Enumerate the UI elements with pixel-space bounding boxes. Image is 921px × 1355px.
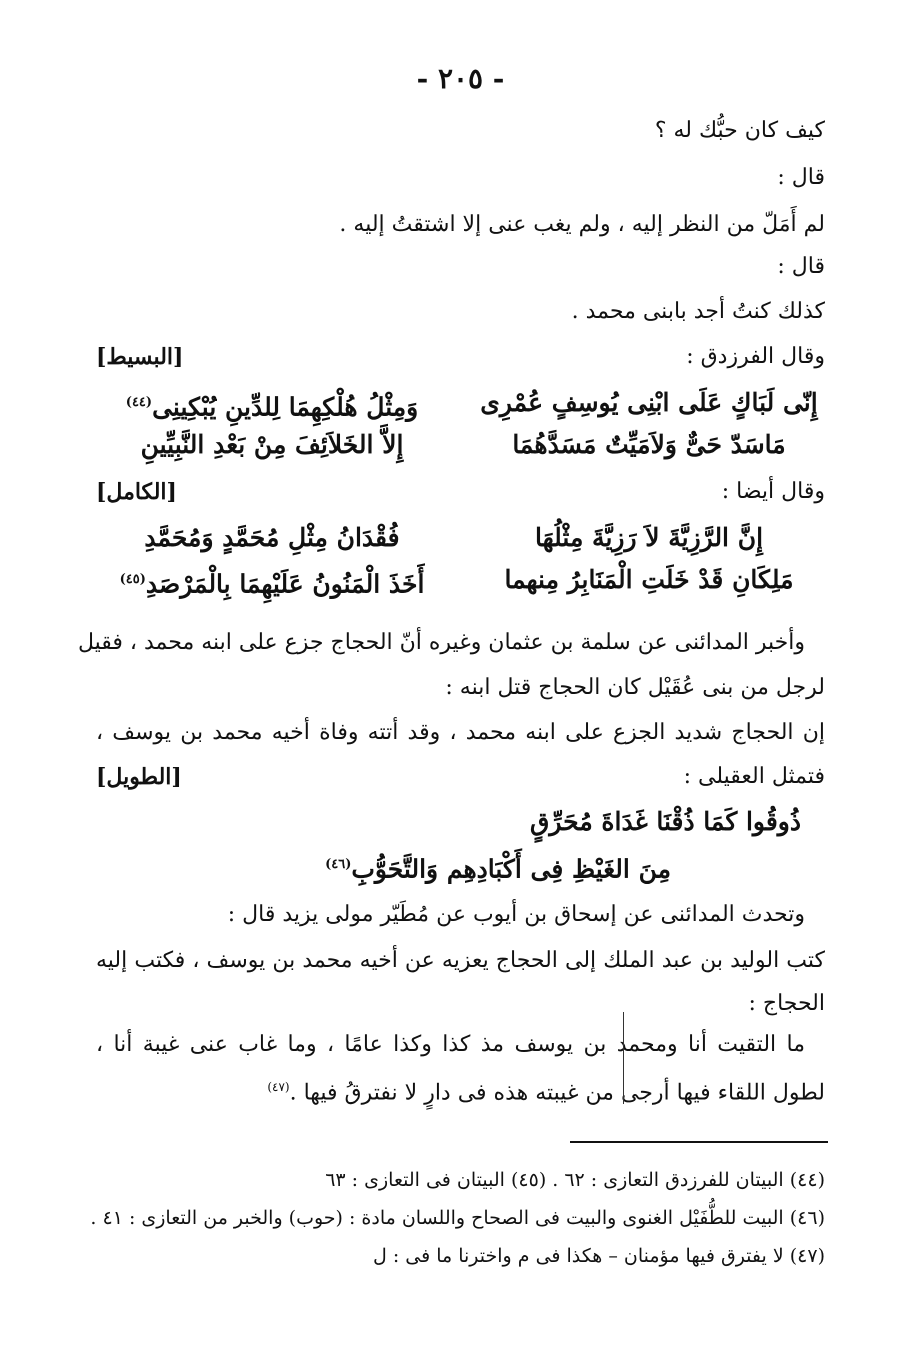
text-line: قال : [777, 254, 825, 279]
meter-label: [البسيط] [96, 344, 184, 370]
text-line: لرجل من بنى عُقَيْل كان الحجاج قتل ابنه : [445, 675, 825, 700]
text-line: قال : [777, 165, 825, 190]
footnote-ref: (٤٥) [119, 572, 146, 587]
verse-line [151, 848, 671, 886]
text-line: إن الحجاج شديد الجزع على ابنه محمد ، وقد أتته وفاة أخيه محمد بن يوسف ، [96, 720, 825, 745]
footnote-divider [570, 1141, 828, 1143]
text-span: لطول اللقاء فيها أرجى من غيبته هذه فى دارٍ لا نفترقُ فيها . [289, 1080, 825, 1106]
text-line: الحجاج : [748, 991, 825, 1016]
text-line: وقال أيضا : [721, 479, 825, 504]
verse-text: مِنَ الغَيْظِ فِى أَكْبَادِهِم وَالتَّحَوُّبِ [351, 854, 671, 884]
text-line: وأخبر المدائنى عن سلمة بن عثمان وغيره أنّ الحجاج جزع على ابنه محمد ، فقيل [77, 630, 805, 655]
footnote: (٤٧) لا يفترق فيها مؤمنان – هكذا فى م واخترنا ما فى : ل [372, 1245, 825, 1267]
footnote: (٤٦) البيت للطُّفَيْل الغنوى والبيت فى الصحاح واللسان مادة : (حوب) والخبر من التعازى : ٤١ . [90, 1207, 825, 1229]
meter-label: [الكامل] [96, 479, 177, 505]
verse-hemistich: فُقْدَانُ مِثْلِ مُحَمَّدٍ وَمُحَمَّدِ [144, 523, 400, 552]
verse-hemistich: مَلِكَانِ قَدْ خَلَتِ الْمَنَابِرُ مِنهما [504, 565, 794, 594]
text-line: لم أَمَلّ من النظر إليه ، ولم يغب عنى إلا اشتقتُ إليه . [339, 212, 825, 237]
verse-hemistich: مَاسَدّ حَىٌّ وَلاَمَيِّتٌ مَسَدَّهُمَا [512, 430, 786, 459]
scan-crease-line [623, 1012, 624, 1104]
verse-hemistich: إِلاَّ الخَلاَئِفَ مِنْ بَعْدِ النَّبِيِّينِ [140, 430, 404, 459]
meter-label: [الطويل] [96, 764, 182, 790]
text-line: كذلك كنتُ أجد بابنى محمد . [571, 299, 825, 324]
footnote-ref: (٤٦) [325, 857, 352, 872]
text-line: وقال الفرزدق : [686, 344, 825, 369]
footnote: (٤٤) البيتان للفرزدق التعازى : ٦٢ . (٤٥) البيتان فى التعازى : ٦٣ [325, 1169, 825, 1191]
page-number: - ٢٠٥ - [416, 62, 505, 95]
text-line: كتب الوليد بن عبد الملك إلى الحجاج يعزيه عن أخيه محمد بن يوسف ، فكتب إليه [96, 948, 825, 973]
verse-hemistich: إِنَّ الرَّزِيَّةَ لاَ رَزِيَّةَ مِثْلُهَا [534, 523, 764, 552]
verse-line: ذُوقُوا كَمَا ذُقْنَا غَدَاةَ مُحَرِّقٍ [529, 807, 801, 836]
text-line [96, 1072, 825, 1108]
footnote-ref: (٤٧) [267, 1080, 290, 1094]
verse-hemistich: إِنّى لَبَاكٍ عَلَى ابْنِى يُوسِفٍ عُمْرِى [480, 388, 818, 417]
verse-text: وَمِثْلُ هُلْكِهِمَا لِلدِّينِ يُبْكِينِى [152, 392, 419, 422]
text-line: كيف كان حبُّك له ؟ [654, 118, 825, 143]
text-line: فتمثل العقيلى : [683, 764, 825, 789]
verse-hemistich [92, 563, 452, 601]
text-line: ما التقيت أنا ومحمد بن يوسف مذ كذا وكذا عامًا ، وما غاب عنى غيبة أنا ، [96, 1032, 805, 1057]
text-line: وتحدث المدائنى عن إسحاق بن أيوب عن مُطَيّر مولى يزيد قال : [227, 902, 805, 927]
verse-text: أَخَذَ الْمَنُونُ عَلَيْهِمَا بِالْمَرْصَدِ [145, 569, 425, 599]
verse-hemistich [92, 386, 452, 424]
footnote-ref: (٤٤) [125, 395, 153, 410]
